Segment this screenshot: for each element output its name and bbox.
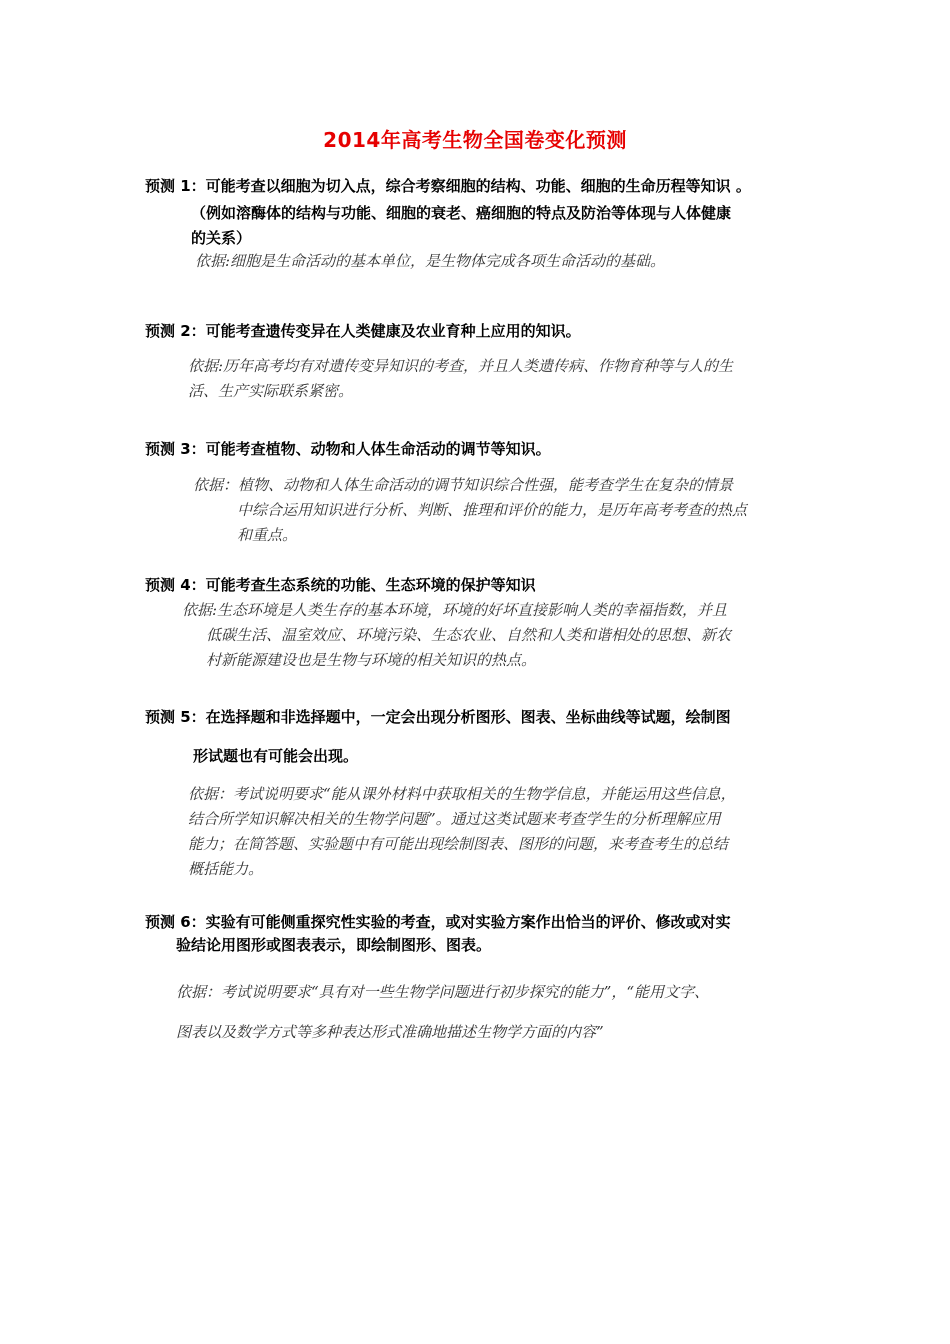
prediction-1-basis-line-1: 依据:细胞是生命活动的基本单位，是生物体完成各项生命活动的基础。 [195, 252, 666, 270]
prediction-6-line-1: 预测 6：实验有可能侧重探究性实验的考查，或对实验方案作出恰当的评价、修改或对实 [145, 913, 731, 931]
prediction-4-line-1: 预测 4：可能考查生态系统的功能、生态环境的保护等知识 [145, 576, 536, 594]
prediction-5-line-2: 形试题也有可能会出现。 [193, 747, 359, 765]
prediction-2-line-1: 预测 2：可能考查遗传变异在人类健康及农业育种上应用的知识。 [145, 322, 581, 340]
prediction-4-basis-line-2: 低碳生活、温室效应、环境污染、生态农业、自然和人类和谐相处的思想、新农 [206, 626, 732, 644]
prediction-3-basis-line-1: 依据：植物、动物和人体生命活动的调节知识综合性强，能考查学生在复杂的情景 [193, 476, 734, 494]
prediction-3-basis-line-2: 中综合运用知识进行分析、判断、推理和评价的能力，是历年高考考查的热点 [237, 501, 748, 519]
prediction-3-basis-line-3: 和重点。 [237, 526, 298, 544]
prediction-5-basis-line-2: 结合所学知识解决相关的生物学问题”。通过这类试题来考查学生的分析理解应用 [188, 810, 721, 828]
prediction-5-basis-line-4: 概括能力。 [188, 860, 264, 878]
prediction-4-basis-line-3: 村新能源建设也是生物与环境的相关知识的热点。 [206, 651, 537, 669]
prediction-6-basis-line-2: 图表以及数学方式等多种表达形式准确地描述生物学方面的内容” [176, 1023, 604, 1041]
prediction-6-line-2: 验结论用图形或图表表示，即绘制图形、图表。 [176, 936, 492, 954]
prediction-2-basis-line-2: 活、生产实际联系紧密。 [188, 382, 354, 400]
prediction-1-line-2: （例如溶酶体的结构与功能、细胞的衰老、癌细胞的特点及防治等体现与人体健康 [191, 204, 732, 222]
page-title: 2014年高考生物全国卷变化预测 [323, 128, 627, 152]
prediction-3-line-1: 预测 3：可能考查植物、动物和人体生命活动的调节等知识。 [145, 440, 551, 458]
prediction-4-basis-line-1: 依据:生态环境是人类生存的基本环境，环境的好坏直接影响人类的幸福指数，并且 [182, 601, 728, 619]
prediction-6-basis-line-1: 依据：考试说明要求“具有对一些生物学问题进行初步探究的能力”，“能用文字、 [176, 983, 710, 1001]
prediction-5-basis-line-1: 依据：考试说明要求“能从课外材料中获取相关的生物学信息，并能运用这些信息， [188, 785, 736, 803]
prediction-5-basis-line-3: 能力；在简答题、实验题中有可能出现绘制图表、图形的问题，来考查考生的总结 [188, 835, 729, 853]
prediction-1-line-3: 的关系） [191, 229, 252, 247]
prediction-5-line-1: 预测 5：在选择题和非选择题中，一定会出现分析图形、图表、坐标曲线等试题，绘制图 [145, 708, 731, 726]
prediction-1-line-1: 预测 1：可能考查以细胞为切入点，综合考察细胞的结构、功能、细胞的生命历程等知识 。 [145, 177, 751, 195]
prediction-2-basis-line-1: 依据:历年高考均有对遗传变异知识的考查，并且人类遗传病、作物育种等与人的生 [188, 357, 734, 375]
